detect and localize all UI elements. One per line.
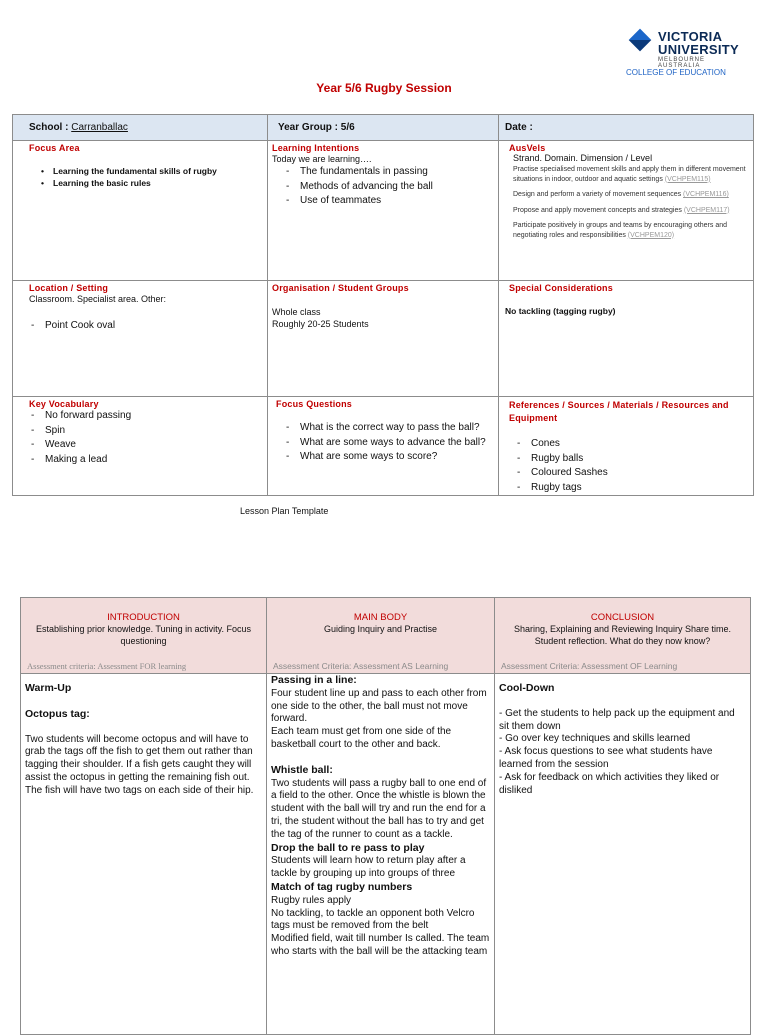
- focus-area-cell: [13, 141, 268, 281]
- list-item: - Use of teammates: [268, 194, 498, 209]
- session-overview-table: [12, 114, 754, 496]
- learning-intentions-label: Learning Intentions: [272, 143, 360, 153]
- list-item: - Weave: [13, 438, 267, 453]
- conclusion-item: - Ask focus questions to see what students have learned from the session: [499, 746, 713, 770]
- logo-name: VICTORIA UNIVERSITY: [658, 29, 740, 57]
- activity-heading: Whistle ball:: [271, 763, 333, 776]
- vocabulary-label: Key Vocabulary: [29, 399, 99, 409]
- main-body-header: [267, 598, 495, 674]
- year-group-cell: Year Group : 5/6: [268, 115, 499, 141]
- list-item: - Cones: [499, 437, 753, 452]
- location-cell: [13, 281, 268, 397]
- date-cell: Date :: [499, 115, 754, 141]
- focus-questions-label: Focus Questions: [276, 399, 353, 409]
- activity-description: Each team must get from one side of the basketball court to the other and back.: [271, 726, 452, 750]
- ausvels-text: Participate positively in groups and teams by encouraging others and negotiating roles and responsibilities: [513, 222, 728, 239]
- overview-header-row: [13, 115, 754, 141]
- overview-row-1: [13, 141, 754, 281]
- main-content: [267, 674, 494, 959]
- activity-heading: Match of tag rugby numbers: [271, 880, 413, 893]
- special-considerations-text: No tackling (tagging rugby): [505, 306, 616, 316]
- organisation-line-2: Roughly 20-25 Students: [272, 319, 369, 329]
- learning-intentions-intro: Today we are learning….: [272, 154, 372, 164]
- focus-questions-cell: [268, 397, 499, 496]
- school-label: School :: [29, 122, 72, 133]
- vocabulary-list: [13, 409, 267, 467]
- activity-heading: Passing in a line:: [271, 674, 357, 686]
- activity-description: Two students will pass a rugby ball to one end of a field to the other. Once the whistle is blown the student with the ball will try and run the end for a tri, the student without the ball has to try and get the tag of the runner to count as a tackle.: [271, 777, 487, 840]
- references-cell: [499, 397, 754, 496]
- octopus-tag-description: Two students will become octopus and will have to grab the tags off the fish to get them out rather than tagging their shoulder. If a fish gets caught they will assist the octopus in getting the remaining fish out. The fish will have two tags on each side of their hip.: [25, 733, 254, 796]
- octopus-tag-heading: Octopus tag:: [25, 707, 90, 720]
- template-caption: Lesson Plan Template: [240, 506, 329, 516]
- overview-row-3: [13, 397, 754, 496]
- list-item: - Coloured Sashes: [499, 466, 753, 481]
- list-item: - Rugby balls: [499, 452, 753, 467]
- ausvels-item: [499, 221, 753, 240]
- list-item: - Point Cook oval: [13, 319, 267, 334]
- intro-content: [21, 674, 266, 798]
- list-item: • Learning the basic rules: [13, 177, 267, 189]
- phase-description: Sharing, Explaining and Reviewing Inquiry Share time. Student reflection. What do they now know?: [513, 624, 732, 646]
- phase-description: Establishing prior knowledge. Tuning in activity. Focus questioning: [36, 624, 251, 646]
- ausvels-text: Design and perform a variety of movement sequences: [513, 191, 684, 198]
- organisation-label: Organisation / Student Groups: [272, 283, 409, 293]
- activity-description: Students will learn how to return play after a tackle by grouping up into groups of three: [271, 855, 466, 880]
- phase-criteria: Assessment Criteria: Assessment AS Learning: [273, 661, 449, 671]
- warmup-heading: Warm-Up: [25, 682, 72, 694]
- ausvels-label: AusVels: [509, 143, 546, 153]
- phase-title: CONCLUSION: [590, 612, 655, 623]
- learning-intentions-cell: [268, 141, 499, 281]
- phase-criteria: Assessment Criteria: Assessment OF Learning: [501, 661, 678, 671]
- list-item: - What are some ways to advance the ball?: [268, 436, 498, 451]
- ausvels-strand: Strand. Domain. Dimension / Level: [513, 153, 653, 163]
- university-logo: [626, 29, 740, 78]
- phase-header-row: [21, 598, 751, 674]
- diamond-logo-icon: [629, 29, 652, 52]
- ausvels-item: [499, 190, 753, 200]
- activity-description: No tackling, to tackle an opponent both Velcro tags must be removed from the belt: [271, 907, 475, 932]
- phase-title: INTRODUCTION: [107, 612, 180, 623]
- list-item: - Making a lead: [13, 453, 267, 468]
- focus-questions-list: [268, 421, 498, 465]
- phase-criteria: Assessment criteria: Assessment FOR learning: [27, 661, 187, 671]
- activity-heading: Drop the ball to re pass to play: [271, 841, 425, 854]
- location-list: [13, 319, 267, 334]
- list-item: - The fundamentals in passing: [268, 165, 498, 180]
- references-label: References / Sources / Materials / Resources and Equipment: [509, 400, 729, 423]
- activity-description: Rugby rules apply: [271, 894, 352, 906]
- ausvels-text: Practise specialised movement skills and apply them in different movement situations in indoor, outdoor and aquatic settings: [513, 166, 746, 183]
- organisation-cell: [268, 281, 499, 397]
- logo-location: MELBOURNE AUSTRALIA: [658, 57, 706, 69]
- focus-area-list: [13, 165, 267, 189]
- list-item: - Methods of advancing the ball: [268, 180, 498, 195]
- activity-description: Four student line up and pass to each other from one side to the other, the ball must not move forward.: [271, 687, 487, 725]
- ausvels-item: [499, 206, 753, 216]
- list-item: - Spin: [13, 424, 267, 439]
- school-value: Carranballac: [71, 122, 128, 133]
- logo-college: COLLEGE OF EDUCATION: [626, 68, 726, 77]
- conclusion-item: - Go over key techniques and skills learned: [499, 733, 691, 745]
- special-considerations-label: Special Considerations: [509, 283, 613, 293]
- conclusion-item: - Get the students to help pack up the equipment and sit them down: [499, 707, 735, 732]
- ausvels-code-link[interactable]: (VCHPEM120): [627, 231, 675, 239]
- learning-intentions-list: [268, 165, 498, 209]
- conclusion-header: [495, 598, 751, 674]
- references-list: [499, 437, 753, 495]
- cooldown-heading: Cool-Down: [499, 682, 555, 694]
- overview-row-2: [13, 281, 754, 397]
- focus-area-label: Focus Area: [29, 143, 80, 153]
- phase-description: Guiding Inquiry and Practise: [323, 624, 438, 634]
- ausvels-code-link[interactable]: (VCHPEM117): [683, 206, 730, 214]
- list-item: - What is the correct way to pass the ball?: [268, 421, 498, 436]
- ausvels-code-link[interactable]: (VCHPEM116): [683, 191, 729, 198]
- main-body-content: [267, 674, 495, 1035]
- introduction-header: [21, 598, 267, 674]
- location-text: Classroom. Specialist area. Other:: [29, 294, 167, 304]
- vocabulary-cell: [13, 397, 268, 496]
- location-label: Location / Setting: [29, 283, 109, 293]
- lesson-plan-table: [20, 597, 751, 1035]
- special-considerations-cell: [499, 281, 754, 397]
- ausvels-text: Propose and apply movement concepts and strategies: [513, 206, 684, 214]
- conclusion-content: [495, 674, 750, 797]
- list-item: - No forward passing: [13, 409, 267, 424]
- conclusion-item: - Ask for feedback on which activities they liked or disliked: [499, 771, 720, 796]
- page-title: Year 5/6 Rugby Session: [316, 81, 452, 95]
- activity-description: Modified field, wait till number Is called. The team who starts with the ball will be the attacking team: [271, 933, 490, 957]
- list-item: • Learning the fundamental skills of rugby: [13, 165, 267, 177]
- ausvels-code-link[interactable]: (VCHPEM115): [664, 175, 711, 183]
- list-item: - What are some ways to score?: [268, 450, 498, 465]
- phase-title: MAIN BODY: [353, 612, 408, 623]
- list-item: - Rugby tags: [499, 481, 753, 496]
- organisation-line-1: Whole class: [272, 307, 321, 317]
- school-cell: [13, 115, 268, 141]
- ausvels-cell: [499, 141, 754, 281]
- phase-body-row: [21, 674, 751, 1035]
- introduction-body: [21, 674, 267, 1035]
- conclusion-body: [495, 674, 751, 1035]
- ausvels-item: [499, 165, 753, 184]
